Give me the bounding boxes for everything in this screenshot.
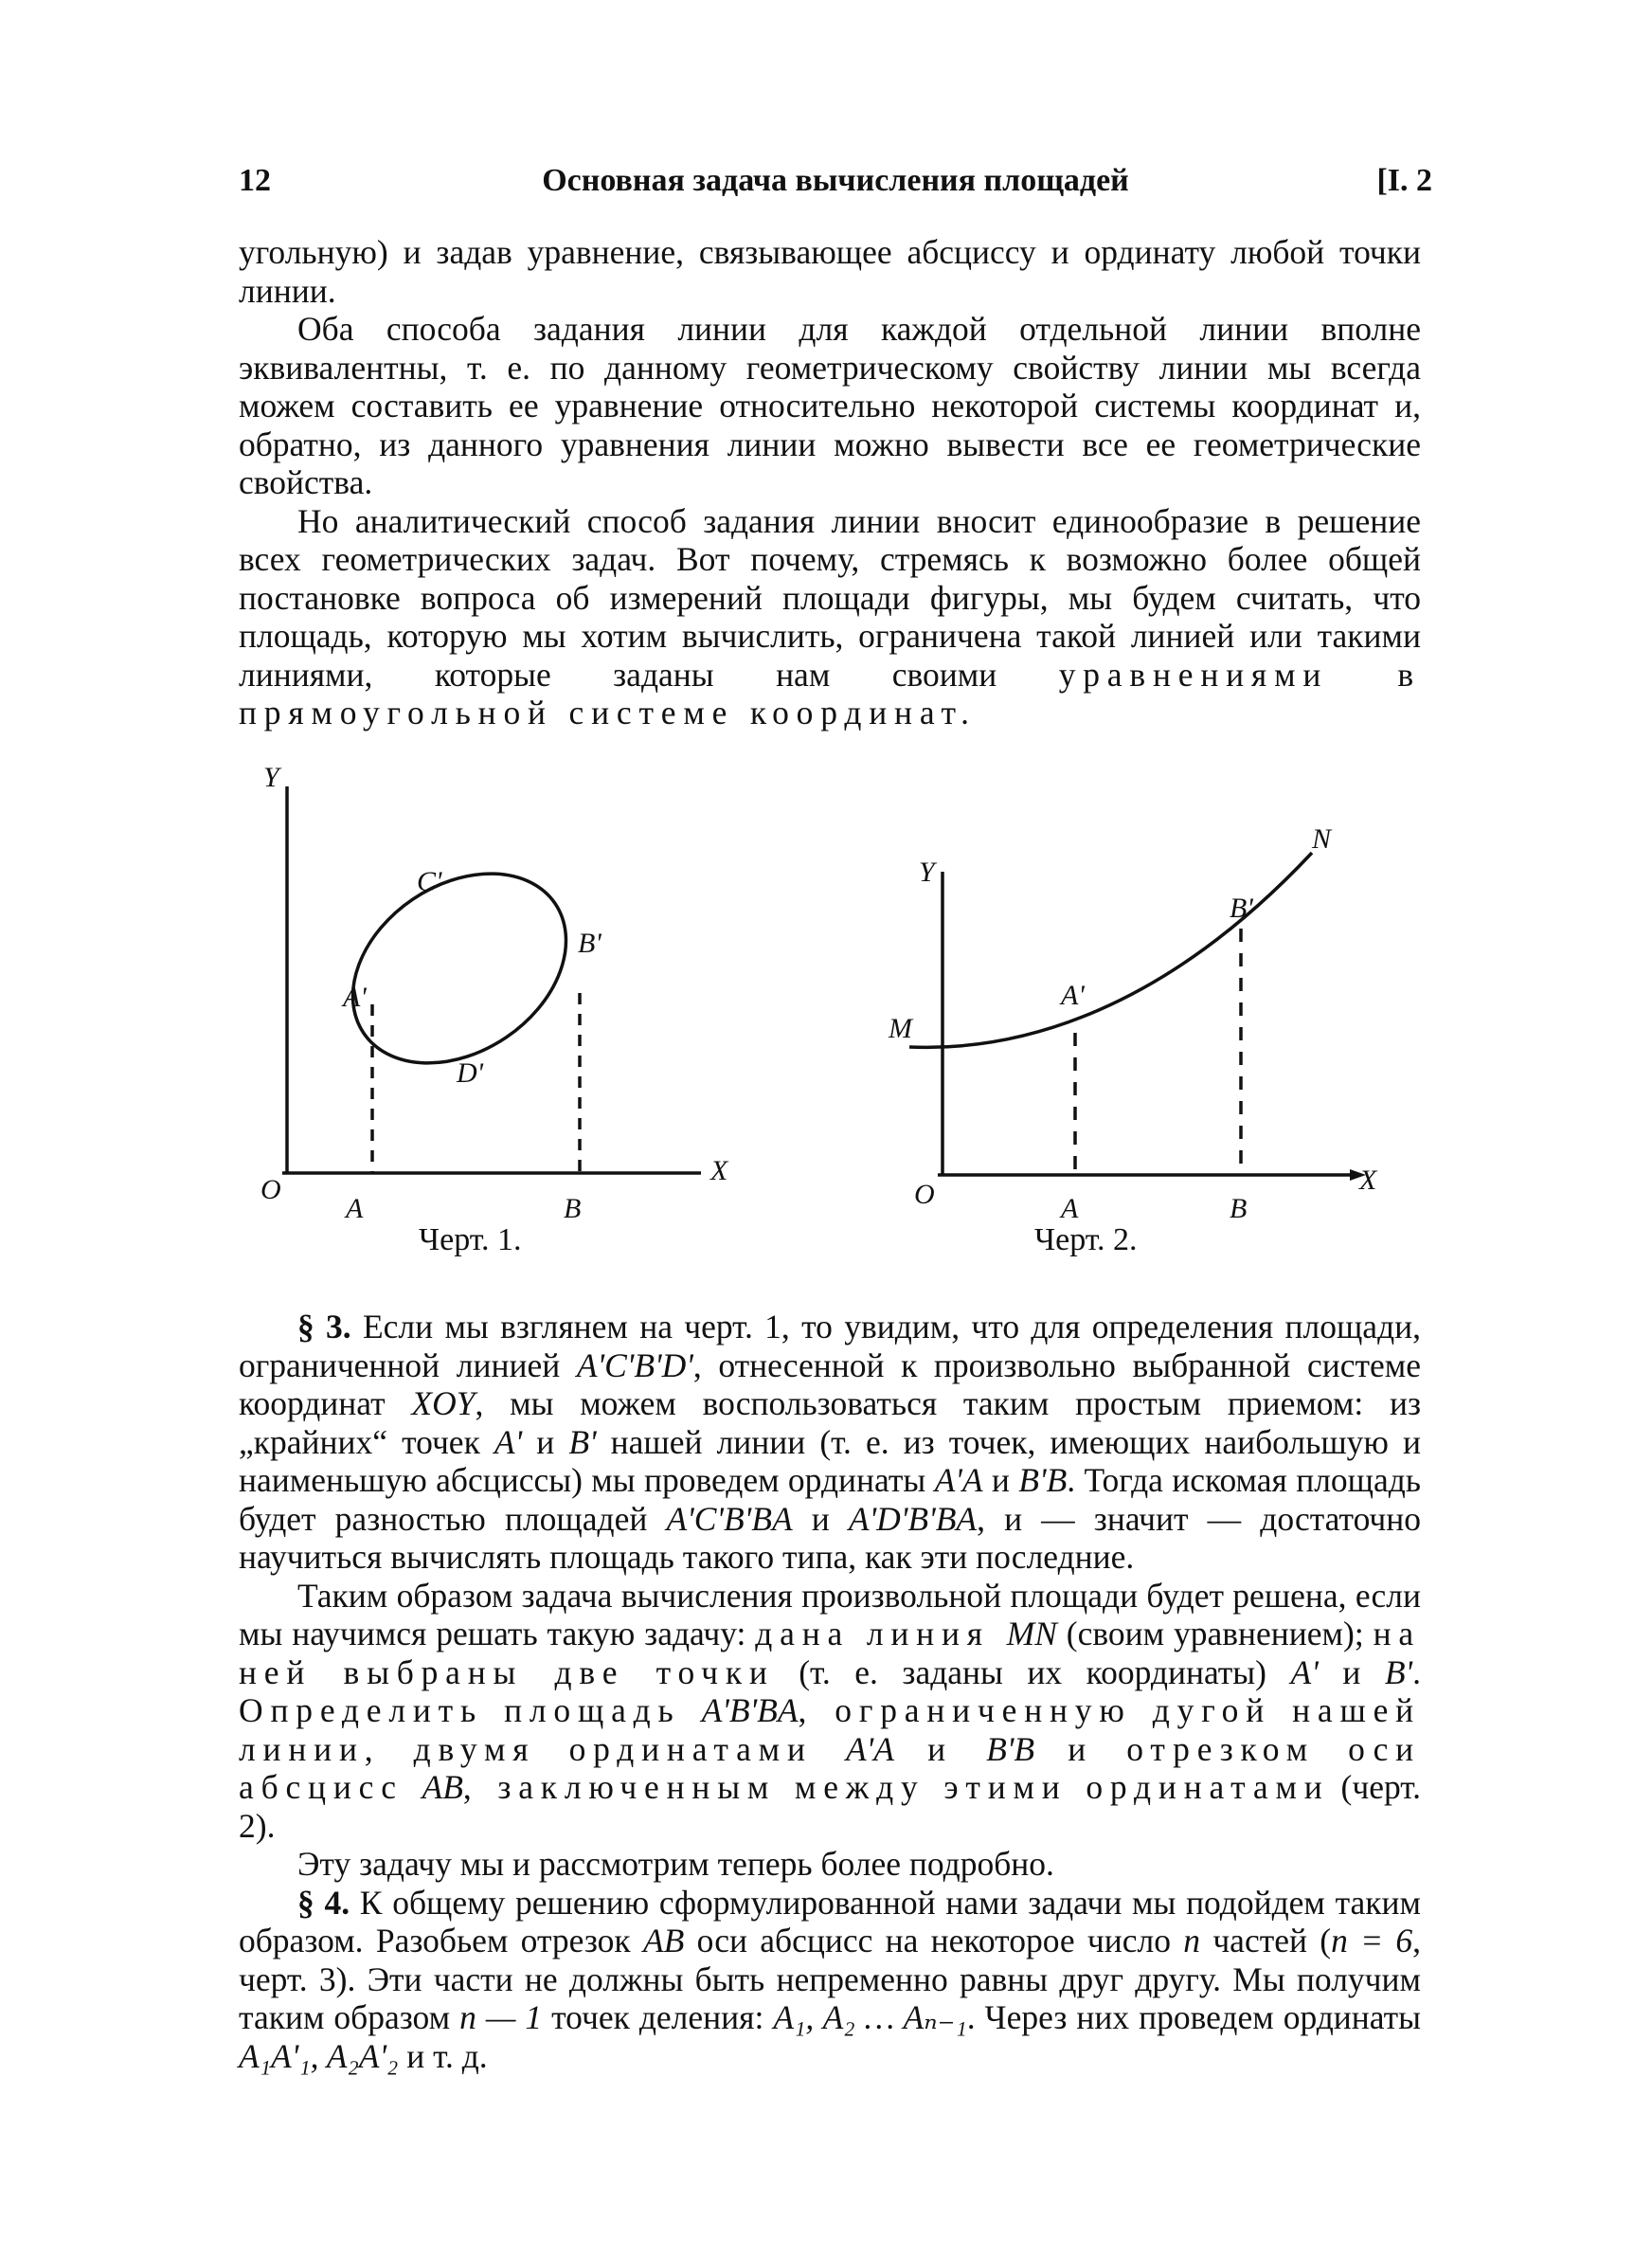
p2-spaced-4: , ограниченную дугой нашей линии, двумя ординатами: [239, 1691, 1421, 1768]
s4-text-4: , черт. 3). Эти части не должны быть непременно равны друг другу. Мы получим таким образом: [239, 1922, 1421, 2036]
p2-text-3: (т. е. заданы их координаты): [774, 1652, 1291, 1691]
p2-math-6: B'B: [986, 1729, 1035, 1768]
figures-svg: [227, 749, 1421, 1241]
fig2-label-b: B: [1230, 1193, 1248, 1224]
s3-math-4: B': [568, 1422, 597, 1461]
p2-math-3: B': [1384, 1652, 1413, 1691]
s3-math-1: A'C'B'D': [576, 1345, 693, 1384]
paragraph-problem-statement: [239, 1577, 1421, 1846]
s4-text-5: точек деления:: [542, 1998, 774, 2036]
s3-math-6: B'B: [1018, 1461, 1068, 1499]
fig1-label-c-prime: C': [417, 866, 442, 897]
section-marker: [I. 2: [1376, 163, 1432, 198]
p2-spaced-6: и отрезком оси абсцисс: [239, 1729, 1421, 1806]
p2-text-4: и: [1318, 1652, 1385, 1691]
figures-area: [227, 749, 1421, 1241]
paragraph-continuation: угольную) и задав уравнение, связывающее абсциссу и ординату любой точки линии.: [239, 233, 1421, 310]
s4-math-3: n = 6: [1331, 1922, 1413, 1959]
paragraph-section-3: [239, 1308, 1421, 1577]
s4-math-1: AB: [642, 1922, 685, 1959]
page-number: 12: [239, 163, 271, 198]
fig2-label-a: A: [1061, 1193, 1079, 1224]
figure1-caption: Черт. 1.: [419, 1222, 522, 1257]
paragraph-consider: Эту задачу мы и рассмотрим теперь более подробно.: [297, 1845, 1054, 1883]
p2-spaced-1: дана линия: [755, 1615, 1007, 1652]
s4-math-2: n: [1183, 1922, 1201, 1959]
s4-math-5: A₁, A₂ … Aₙ₋₁: [773, 1998, 967, 2036]
s4-text-7: и т. д.: [398, 2036, 488, 2075]
p2-math-2: A': [1290, 1652, 1319, 1691]
running-title: Основная задача вычисления площадей: [542, 163, 1129, 198]
s3-math-8: A'D'B'BA: [848, 1499, 978, 1538]
paragraph-equivalence: Оба способа задания линии для каждой отдельной линии вполне эквивалентны, т. е. по данному геометрическому свойству линии мы всегда можем составить ее уравнение относительно некоторой системы координат и, обратно, из данного уравнения линии можно вывести все ее геометрические свойства.: [239, 310, 1421, 501]
p2-spaced-3: Определить площадь: [239, 1691, 702, 1729]
fig2-label-m: M: [889, 1013, 912, 1044]
s3-text-1: Если мы взглянем на черт. 1, то увидим, что для определения площади, ограниченной линией: [239, 1308, 1422, 1384]
fig1-label-a: A: [346, 1193, 364, 1224]
section-3-mark: § 3.: [297, 1308, 351, 1345]
p2-text-5: .: [1412, 1652, 1421, 1691]
fig1-label-d-prime: D': [457, 1057, 484, 1089]
s4-text-3: частей (: [1200, 1922, 1332, 1959]
fig2-curve-mn: [909, 853, 1312, 1047]
section-4-mark: § 4.: [297, 1883, 350, 1922]
paragraph-section-4: [239, 1884, 1421, 2076]
page-header: [239, 163, 1432, 210]
s3-math-5: A'A: [934, 1461, 983, 1499]
s4-text-2: оси абсцисс на некоторое число: [684, 1922, 1184, 1959]
s3-text-2: , отнесенной к произвольно выбранной системе координат: [239, 1345, 1421, 1422]
fig1-label-a-prime: A': [343, 982, 367, 1013]
s3-text-3: , мы можем воспользоваться таким простым приемом: из „крайних“ точек: [239, 1384, 1421, 1461]
s3-text-5: нашей линии (т. е. из точек, имеющих наибольшую и наименьшую абсциссы) мы проведем ординаты: [239, 1422, 1421, 1499]
s4-math-6: A₁A'₁, A₂A'₂: [239, 2036, 399, 2075]
fig2-label-b-prime: B': [1230, 893, 1253, 924]
s3-text-9: , и — значит — достаточно научиться вычислять площадь такого типа, как эти последние.: [239, 1499, 1421, 1576]
p2-math-1: MN: [1006, 1615, 1057, 1652]
paragraph-analytic: [239, 502, 1421, 732]
s3-math-2: XOY: [411, 1384, 476, 1422]
fig2-label-o: O: [914, 1179, 935, 1210]
p2-spaced-2: на ней выбраны две точки: [239, 1615, 1421, 1691]
p2-text-6: (черт. 2).: [239, 1768, 1421, 1845]
fig2-label-x: X: [1359, 1165, 1377, 1196]
p2-math-4: A'B'BA: [701, 1691, 799, 1729]
p2-spaced-7: , заключенным между этими ординатами: [462, 1768, 1330, 1806]
fig1-label-b-prime: B': [578, 928, 602, 959]
s3-text-8: и: [792, 1499, 849, 1538]
spaced-emphasis-equations: уравнениями в прямоугольной системе координат.: [239, 655, 1421, 731]
figure2-caption: Черт. 2.: [1034, 1222, 1138, 1257]
fig1-label-o: O: [260, 1174, 281, 1205]
bottom-text-block: [239, 1308, 1421, 2075]
fig1-label-b: B: [564, 1193, 582, 1224]
fig1-label-y: Y: [263, 762, 279, 793]
s4-text-1: К общему решению сформулированной нами задачи мы подойдем таким образом. Разобьем отрезок: [239, 1883, 1422, 1959]
fig2-label-n: N: [1312, 823, 1332, 855]
p2-math-7: AB: [422, 1768, 463, 1806]
fig2-label-y: Y: [919, 857, 935, 888]
p2-math-5: A'A: [845, 1729, 894, 1768]
top-text-block: [239, 233, 1421, 732]
paragraph-analytic-text: Но аналитический способ задания линии вносит единообразие в решение всех геометрических задач. Вот почему, стремясь к возможно более общей постановке вопроса об измерений площади фигуры, мы будем считать, что площадь, которую мы хотим вычислить, ограничена такой линией или такими линиями, которые заданы нам своими: [239, 501, 1421, 694]
p2-spaced-5: и: [893, 1729, 987, 1768]
p2-text-2: (своим уравнением);: [1056, 1615, 1374, 1652]
s3-math-3: A': [494, 1422, 523, 1461]
s3-text-7: . Тогда искомая площадь будет разностью площадей: [239, 1461, 1422, 1538]
s3-math-7: A'C'B'BA: [666, 1499, 793, 1538]
s3-text-6: и: [982, 1461, 1019, 1499]
p2-text-1: Таким образом задача вычисления произвольной площади будет решена, если мы научимся решать такую задачу:: [239, 1576, 1421, 1652]
s3-text-4: и: [522, 1422, 569, 1461]
fig2-label-a-prime: A': [1061, 980, 1085, 1011]
s4-math-4: n — 1: [459, 1998, 543, 2036]
fig1-label-x: X: [710, 1155, 728, 1186]
s4-text-6: . Через них проведем ординаты: [966, 1998, 1421, 2036]
